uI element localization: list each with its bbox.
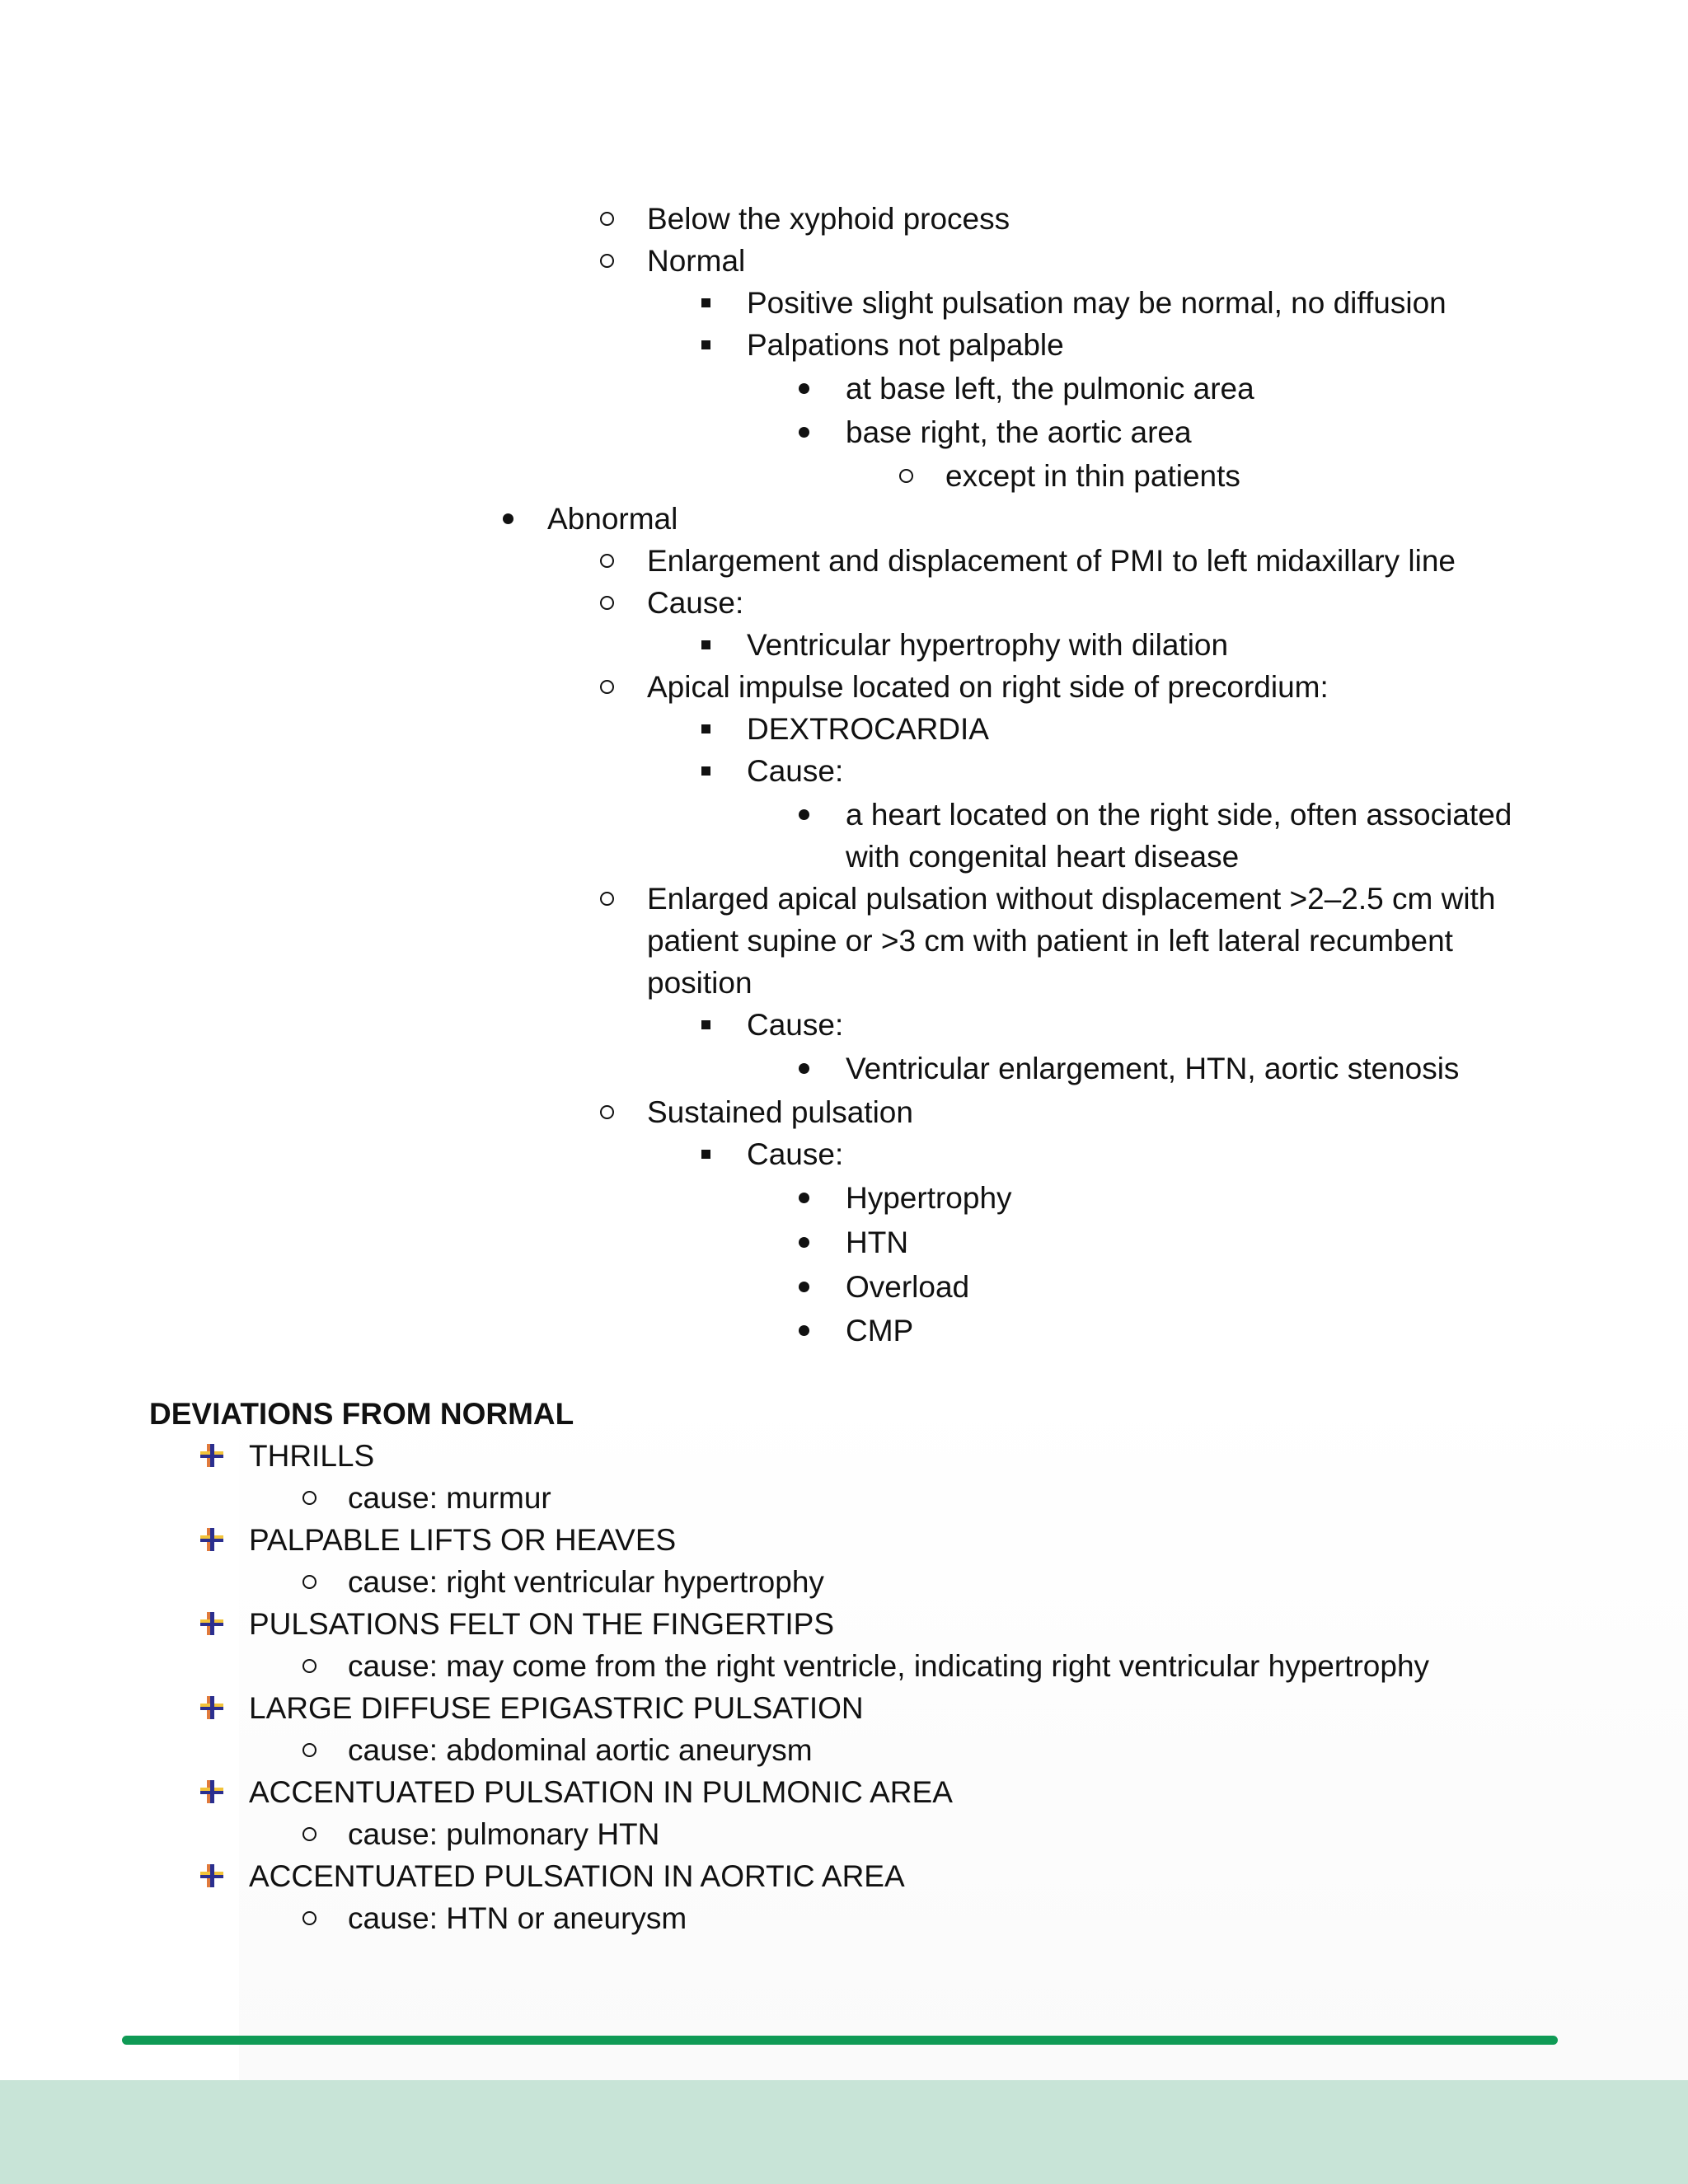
dot-bullet-icon: [787, 1221, 820, 1263]
list-item-text: PULSATIONS FELT ON THE FINGERTIPS: [249, 1607, 834, 1641]
hollow-circle-bullet-icon: [293, 1645, 326, 1687]
dot-bullet-icon: [787, 794, 820, 836]
plus-bullet-icon: [198, 1771, 227, 1813]
plus-bullet-icon: [198, 1435, 227, 1477]
dot-bullet-icon: [491, 498, 524, 540]
list-item-text: PALPABLE LIFTS OR HEAVES: [249, 1523, 677, 1557]
list-item-text: cause: abdominal aortic aneurysm: [348, 1733, 813, 1767]
hollow-circle-bullet-icon: [590, 878, 623, 920]
footer-divider: [122, 2036, 1558, 2045]
list-item-text: a heart located on the right side, often associated: [846, 798, 1512, 832]
dot-bullet-icon: [787, 1047, 820, 1090]
list-item-text: cause: may come from the right ventricle, indicating right ventricular hypertrophy: [348, 1649, 1430, 1683]
dot-bullet-icon: [787, 1266, 820, 1308]
footer-band: [0, 2080, 1688, 2184]
list-item-text: CMP: [846, 1314, 914, 1347]
list-item-text: DEXTROCARDIA: [747, 712, 989, 746]
list-item-text: Abnormal: [547, 502, 678, 536]
hollow-circle-bullet-icon: [590, 198, 623, 240]
list-item-text: Hypertrophy: [846, 1181, 1012, 1215]
hollow-circle-bullet-icon: [889, 455, 922, 497]
list-item-text: cause: pulmonary HTN: [348, 1817, 660, 1851]
hollow-circle-bullet-icon: [590, 582, 623, 624]
list-item-text: Ventricular hypertrophy with dilation: [747, 628, 1229, 662]
list-item-text: at base left, the pulmonic area: [846, 372, 1254, 405]
square-bullet-icon: [689, 282, 722, 324]
list-item-text: position: [647, 966, 753, 1000]
list-item-text: ACCENTUATED PULSATION IN PULMONIC AREA: [249, 1775, 953, 1809]
list-item-text: THRILLS: [249, 1439, 375, 1473]
square-bullet-icon: [689, 624, 722, 666]
list-item-text: Ventricular enlargement, HTN, aortic stenosis: [846, 1052, 1460, 1085]
hollow-circle-bullet-icon: [590, 540, 623, 582]
plus-bullet-icon: [198, 1855, 227, 1897]
dot-bullet-icon: [787, 411, 820, 453]
dot-bullet-icon: [787, 368, 820, 410]
list-item-text: Cause:: [647, 586, 744, 620]
square-bullet-icon: [689, 708, 722, 750]
list-item-text: cause: HTN or aneurysm: [348, 1901, 687, 1935]
list-item-text: Enlargement and displacement of PMI to left midaxillary line: [647, 544, 1456, 578]
list-item-text: cause: murmur: [348, 1481, 551, 1515]
hollow-circle-bullet-icon: [293, 1897, 326, 1939]
hollow-circle-bullet-icon: [590, 1091, 623, 1133]
hollow-circle-bullet-icon: [590, 240, 623, 282]
plus-bullet-icon: [198, 1603, 227, 1645]
list-item-text: with congenital heart disease: [846, 840, 1240, 874]
list-item-text: Palpations not palpable: [747, 328, 1064, 362]
list-item-text: HTN: [846, 1226, 909, 1259]
square-bullet-icon: [689, 1133, 722, 1175]
list-item-text: Cause:: [747, 1137, 844, 1171]
list-item-text: Normal: [647, 244, 746, 278]
list-item-text: Enlarged apical pulsation without displacement >2–2.5 cm with: [647, 882, 1496, 916]
hollow-circle-bullet-icon: [293, 1729, 326, 1771]
list-item-text: ACCENTUATED PULSATION IN AORTIC AREA: [249, 1859, 905, 1893]
hollow-circle-bullet-icon: [590, 666, 623, 708]
plus-bullet-icon: [198, 1519, 227, 1561]
list-item-text: Apical impulse located on right side of precordium:: [647, 670, 1329, 704]
list-item-text: Sustained pulsation: [647, 1095, 913, 1129]
list-item-text: except in thin patients: [945, 459, 1240, 493]
list-item-text: LARGE DIFFUSE EPIGASTRIC PULSATION: [249, 1691, 864, 1725]
dot-bullet-icon: [787, 1177, 820, 1219]
list-item-text: base right, the aortic area: [846, 415, 1192, 449]
square-bullet-icon: [689, 1004, 722, 1046]
list-item-text: Positive slight pulsation may be normal, no diffusion: [747, 286, 1447, 320]
list-item-text: Cause:: [747, 1008, 844, 1042]
list-item-text: patient supine or >3 cm with patient in left lateral recumbent: [647, 924, 1453, 958]
plus-bullet-icon: [198, 1687, 227, 1729]
list-item-text: cause: right ventricular hypertrophy: [348, 1565, 824, 1599]
list-item-text: Below the xyphoid process: [647, 202, 1010, 236]
hollow-circle-bullet-icon: [293, 1477, 326, 1519]
dot-bullet-icon: [787, 1310, 820, 1352]
hollow-circle-bullet-icon: [293, 1813, 326, 1855]
hollow-circle-bullet-icon: [293, 1561, 326, 1603]
list-item-text: Cause:: [747, 754, 844, 788]
square-bullet-icon: [689, 324, 722, 366]
list-item-text: Overload: [846, 1270, 970, 1304]
square-bullet-icon: [689, 750, 722, 792]
